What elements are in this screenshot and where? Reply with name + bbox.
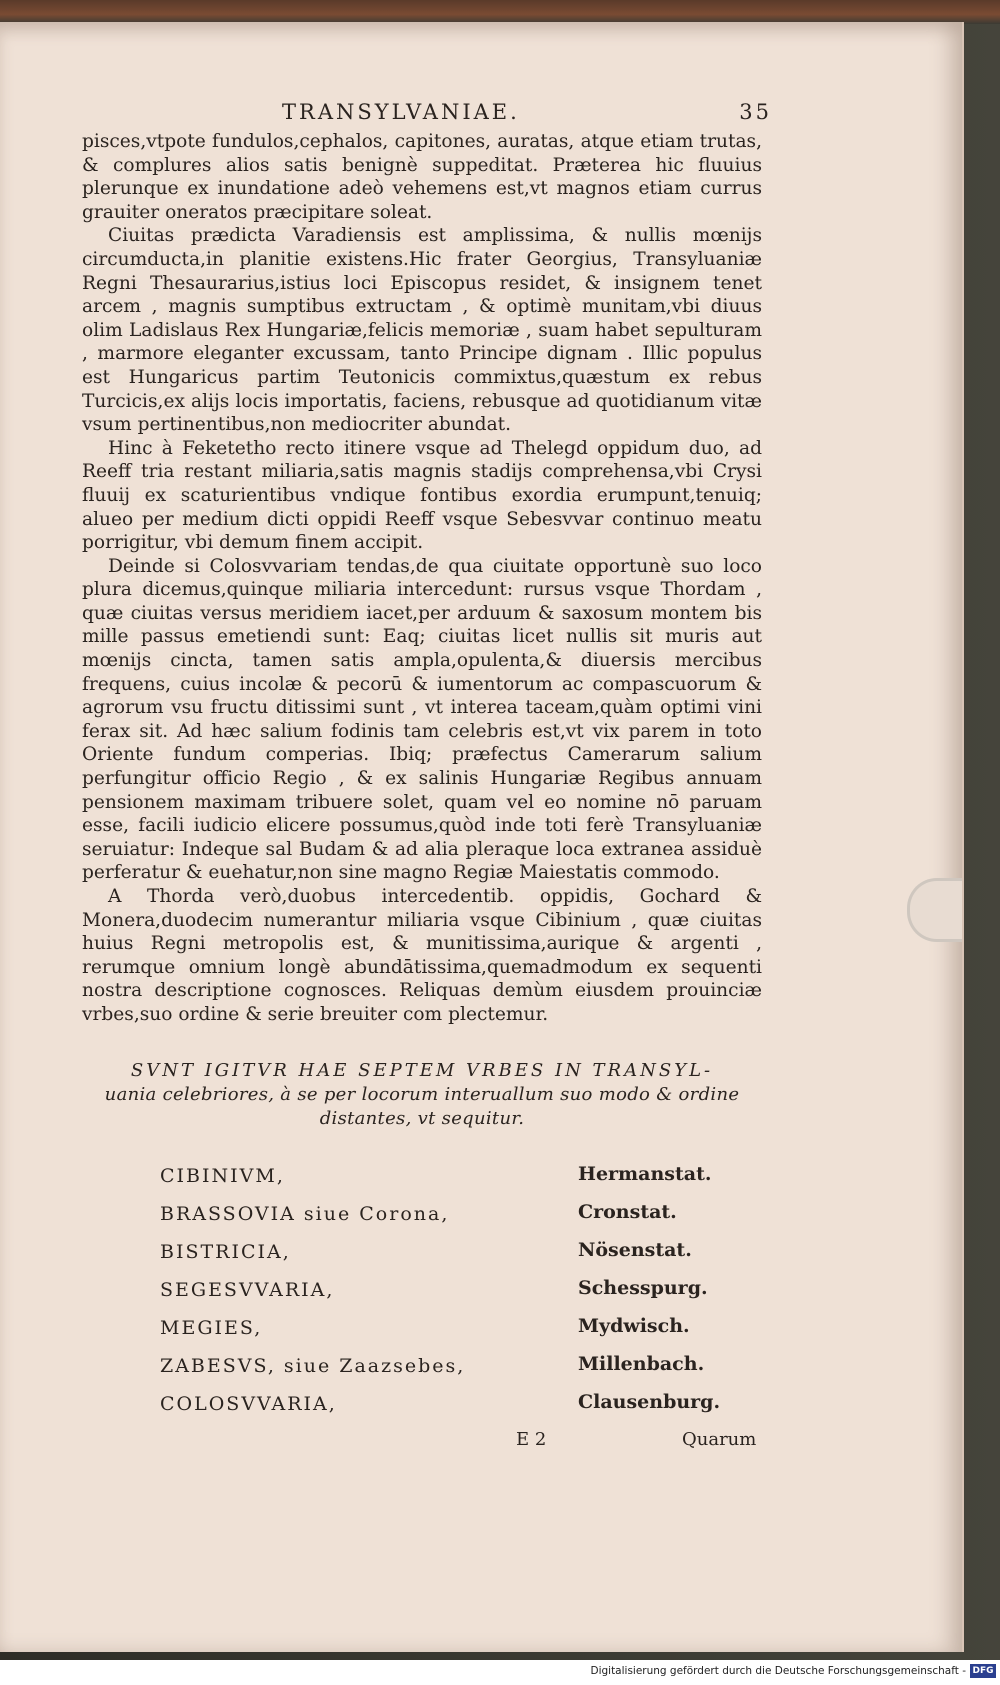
- running-head-title: TRANSYLVANIAE.: [282, 100, 520, 124]
- city-row: [160, 1313, 760, 1351]
- digitization-footer: [0, 1660, 1000, 1685]
- city-row: [160, 1275, 760, 1313]
- funding-credit: Digitalisierung gefördert durch die Deutsche Forschungsgemeinschaft -: [590, 1665, 966, 1677]
- city-german-name: Cronstat.: [578, 1200, 677, 1223]
- paragraph: pisces,vtpote fundulos,cephalos, capitones, auratas, atque etiam trutas, & complures alios satis benignè suppeditat. Præterea hic fluuius plerunque ex inundatione adeò vehemens est,vt magnos etiam currus grauiter oneratos præcipitare soleat.: [82, 131, 762, 223]
- page-number: 35: [739, 100, 772, 124]
- city-latin-name: SEGESVVARIA,: [160, 1278, 335, 1301]
- heading-line: distantes, vt sequitur.: [319, 1107, 525, 1129]
- heading-line: uania celebriores, à se per locorum interuallum suo modo & ordine: [104, 1083, 740, 1105]
- city-latin-name: MEGIES,: [160, 1316, 263, 1339]
- paragraph: Ciuitas prædicta Varadiensis est amplissima, & nullis mœnijs circumducta,in planitie existens.Hic frater Georgius, Transyluaniæ Regni Thesaurarius,istius loci Episcopus residet, & insignem tenet arcem , magnis sumptibus extructam , & optimè munitam,vbi diuus olim Ladislaus Rex Hungariæ,felicis memoriæ , suam habet sepulturam , marmore eleganter excussam, tanto Principe dignam . Illic populus est Hungaricus partim Teutonicis commixtus,quæstum ex rebus Turcicis,ex alijs locis importatis, faciens, rebusque ad quotidianum vitæ vsum pertinentibus,non mediocriter abundat.: [82, 225, 762, 436]
- city-row: [160, 1389, 760, 1427]
- catchword: Quarum: [682, 1428, 757, 1450]
- heading-line: SVNT IGITVR HAE SEPTEM VRBES IN TRANSYL-: [130, 1059, 714, 1081]
- city-latin-name: BRASSOVIA siue Corona,: [160, 1202, 450, 1225]
- city-german-name: Mydwisch.: [578, 1314, 690, 1337]
- city-list: [160, 1161, 760, 1427]
- page-clip: [907, 878, 962, 942]
- city-german-name: Nösenstat.: [578, 1238, 692, 1261]
- running-head: [82, 100, 772, 130]
- signature-mark: E 2: [516, 1428, 547, 1450]
- city-latin-name: BISTRICIA,: [160, 1240, 291, 1263]
- city-german-name: Schesspurg.: [578, 1276, 708, 1299]
- city-german-name: Millenbach.: [578, 1352, 705, 1375]
- paragraph: A Thorda verò,duobus intercedentib. oppidis, Gochard & Monera,duodecim numerantur miliaria vsque Cibinium , quæ ciuitas huius Regni metropolis est, & munitissima,aurique & argenti , rerumque omnium longè abundātissima,quemadmodum ex sequenti nostra descriptione cognosces. Reliquas demùm eiusdem prouinciæ vrbes,suo ordine & serie breuiter com plectemur.: [82, 886, 762, 1025]
- city-row: [160, 1237, 760, 1275]
- city-latin-name: ZABESVS, siue Zaazsebes,: [160, 1354, 466, 1377]
- book-edge: [0, 0, 1000, 24]
- page-footer-marks: [82, 1429, 762, 1463]
- city-latin-name: COLOSVVARIA,: [160, 1392, 337, 1415]
- dfg-logo: DFG: [970, 1664, 996, 1678]
- city-row: [160, 1351, 760, 1389]
- city-german-name: Clausenburg.: [578, 1390, 721, 1413]
- city-row: [160, 1199, 760, 1237]
- section-heading: [82, 1059, 762, 1131]
- paragraph: Deinde si Colosvvariam tendas,de qua ciuitate opportunè suo loco plura dicemus,quinque miliaria intercedunt: rursus vsque Thordam , quæ ciuitas versus meridiem iacet,per arduum & saxosum montem bis mille passus emetiendi sunt: Eaq; ciuitas licet nullis sit muris aut mœnijs cincta, tamen satis ampla,opulenta,& diuersis mercibus frequens, cuius incolæ & pecorū & iumentorum ac compascuorum & agrorum vsu fructu ditissimi sunt , vt interea taceam,quàm optimi vini ferax sit. Ad hæc salium fodinis tam celebris est,vt vix parem in toto Oriente fundum comperias. Ibiq; præfectus Camerarum salium perfungitur officio Regio , & ex salinis Hungariæ Regibus annuam pensionem maximam tribuere solet, quam vel eo nomine nō paruam esse, facili iudicio elicere possumus,quòd inde toti ferè Transyluaniæ seruiatur: Indeque sal Budam & ad alia pleraque loca extranea assiduè perferatur & euehatur,non sine magno Regiæ Maiestatis commodo.: [82, 555, 762, 884]
- city-german-name: Hermanstat.: [578, 1162, 712, 1185]
- city-latin-name: CIBINIVM,: [160, 1164, 285, 1187]
- page-content: [82, 100, 772, 1463]
- paragraph: Hinc à Feketetho recto itinere vsque ad Thelegd oppidum duo, ad Reeff tria restant miliaria,satis magnis stadijs comprehensa,vbi Crysi fluuij ex scaturientibus vndique fontibus exordia erumpunt,tenuiq; alueo per medium dicti oppidi Reeff vsque Sebesvvar continuo meatu porrigitur, vbi demum finem accipit.: [82, 437, 762, 554]
- city-row: [160, 1161, 760, 1199]
